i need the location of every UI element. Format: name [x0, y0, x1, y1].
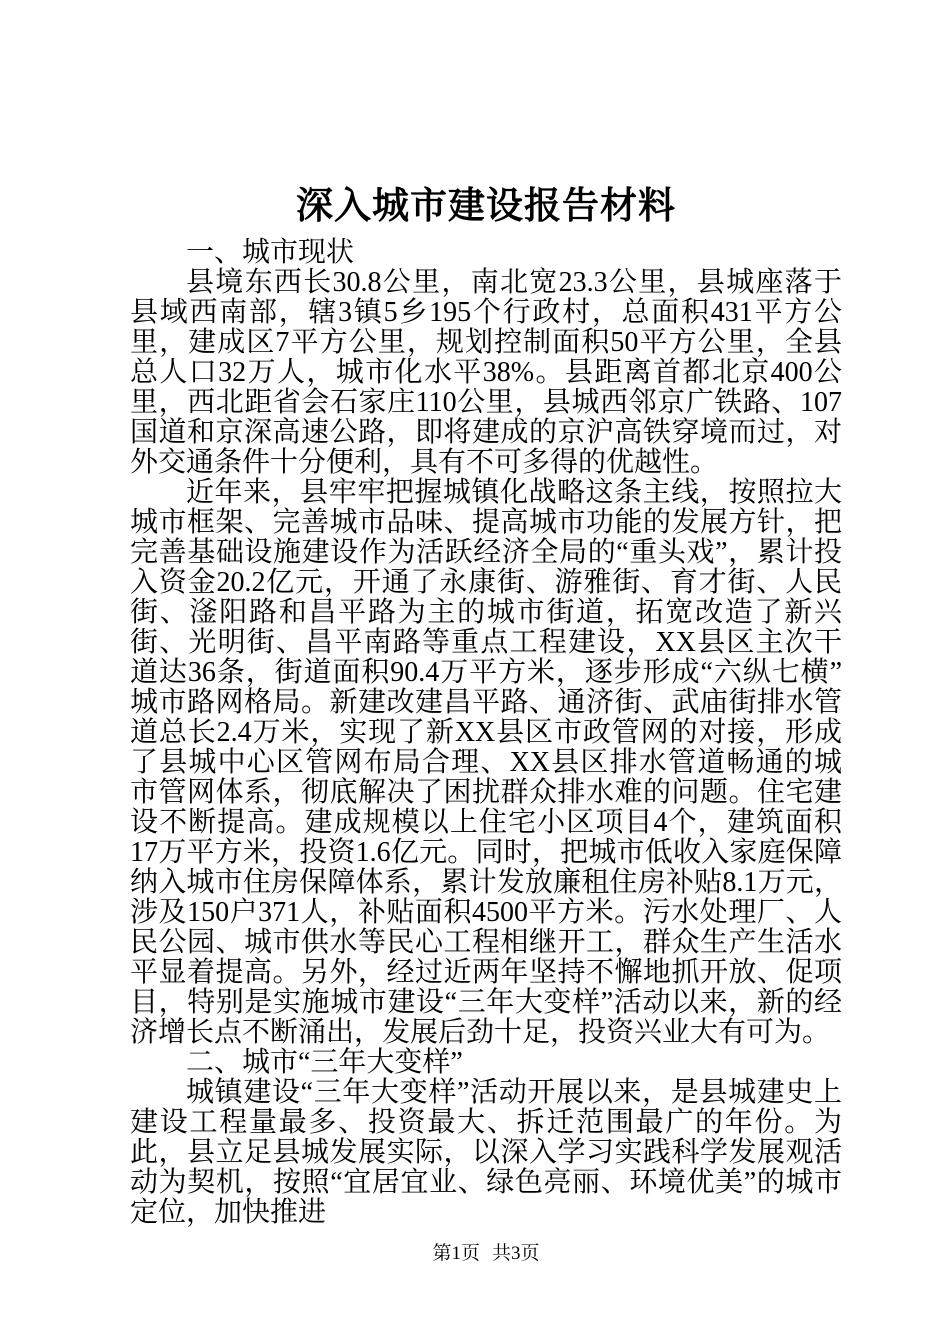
document-body — [130, 238, 842, 1228]
section-1-paragraph-1: 县境东西长30.8公里，南北宽23.3公里，县城座落于县域西南部，辖3镇5乡195个行政村，总面积431平方公里，建成区7平方公里，规划控制面积50平方公里，全县总人口32万人，城市化水平38%。县距离首都北京400公里，西北距省会石家庄110公里，县城西邻京广铁路、107国道和京深高速公路，即将建成的京沪高铁穿境而过，对外交通条件十分便利，具有不可多得的优越性。 — [130, 267, 842, 478]
section-1-heading: 一、城市现状 — [186, 237, 355, 268]
page-total-label: 共3页 — [492, 1243, 540, 1264]
document-title: 深入城市建设报告材料 — [296, 186, 676, 227]
page-footer — [130, 1242, 842, 1266]
section-1-paragraph-2: 近年来，县牢牢把握城镇化战略这条主线，按照拉大城市框架、完善城市品味、提高城市功能的发展方针，把完善基础设施建设作为活跃经济全局的“重头戏”，累计投入资金20.2亿元，开通了永康街、游雅街、育才街、人民街、滏阳路和昌平路为主的城市街道，拓宽改造了新兴街、光明街、昌平南路等重点工程建设，XX县区主次干道达36条，街道面积90.4万平方米，逐步形成“六纵七横”城市路网格局。新建改建昌平路、通济街、武庙街排水管道总长2.4万米，实现了新XX县区市政管网的对接，形成了县城中心区管网布局合理、XX县区排水管道畅通的城市管网体系，彻底解决了困扰群众排水难的问题。住宅建设不断提高。建成规模以上住宅小区项目4个，建筑面积17万平方米，投资1.6亿元。同时，把城市低收入家庭保障纳入城市住房保障体系，累计发放廉租住房补贴8.1万元，涉及150户371人，补贴面积4500平方米。污水处理厂、人民公园、城市供水等民心工程相继开工，群众生产生活水平显着提高。另外，经过近两年坚持不懈地抓开放、促项目，特别是实施城市建设“三年大变样”活动以来，新的经济增长点不断涌出，发展后劲十足，投资兴业大有可为。 — [130, 477, 842, 1048]
section-2-heading: 二、城市“三年大变样” — [186, 1047, 463, 1078]
page-number-label: 第1页 — [432, 1243, 480, 1264]
section-2-paragraph-1: 城镇建设“三年大变样”活动开展以来，是县城建史上建设工程量最多、投资最大、拆迁范围最广的年份。为此，县立足县城发展实际，以深入学习实践科学发展观活动为契机，按照“宜居宜业、绿色亮丽、环境优美”的城市定位，加快推进 — [130, 1077, 842, 1228]
